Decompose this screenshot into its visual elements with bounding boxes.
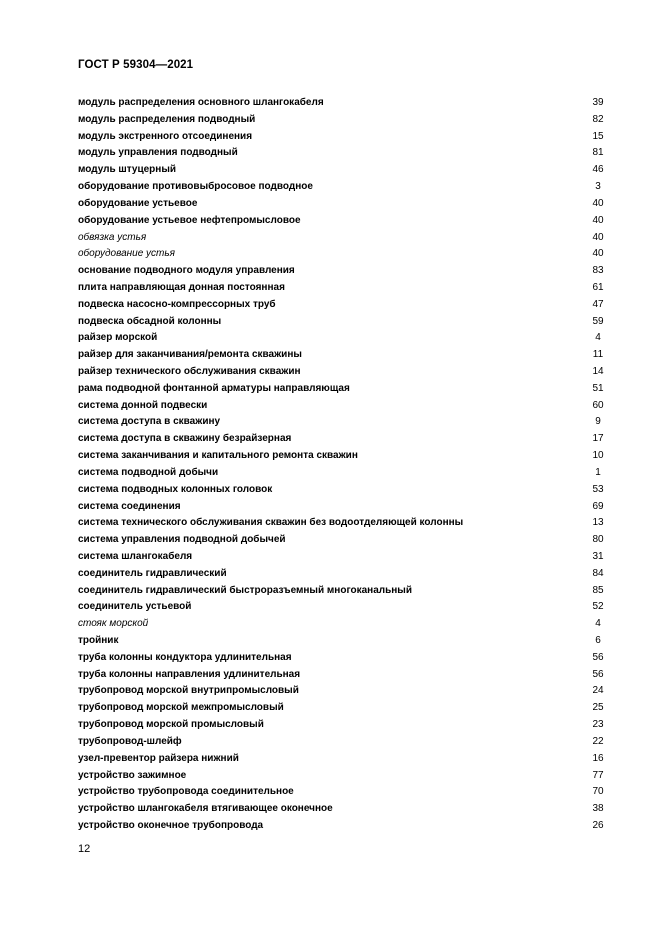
index-term: оборудование устьевое нефтепромысловое: [78, 214, 301, 226]
index-page-ref: 83: [592, 265, 604, 277]
index-entry: [78, 95, 608, 112]
index-term: трубопровод-шлейф: [78, 735, 182, 747]
index-term: система управления подводной добычей: [78, 534, 286, 546]
index-term: система доступа в скважину безрайзерная: [78, 433, 292, 445]
index-entry: [78, 633, 608, 650]
index-page-ref: 81: [592, 147, 604, 159]
index-entry: [78, 246, 608, 263]
index-page-ref: 23: [592, 719, 604, 731]
index-entry: [78, 112, 608, 129]
index-page-ref: 70: [592, 786, 604, 798]
index-entry: [78, 314, 608, 331]
index-entry: [78, 398, 608, 415]
index-page-ref: 46: [592, 164, 604, 176]
index-entry: [78, 667, 608, 684]
index-term: система подводных колонных головок: [78, 483, 273, 495]
index-page-ref: 39: [592, 97, 604, 108]
index-term: плита направляющая донная постоянная: [78, 281, 285, 293]
index-entry: [78, 768, 608, 785]
index-page-ref: 16: [592, 752, 604, 764]
index-term: райзер технического обслуживания скважин: [78, 366, 301, 377]
index-entry: [78, 734, 608, 751]
index-page-ref: 22: [592, 735, 604, 747]
index-entry: [78, 213, 608, 230]
index-page-ref: 26: [592, 819, 604, 831]
index-entry: [78, 784, 608, 801]
index-term: система подводной добычи: [78, 466, 219, 478]
index-entry: [78, 364, 608, 381]
index-page-ref: 85: [592, 584, 604, 596]
index-entry: [78, 431, 608, 448]
alphabetical-index: [78, 95, 608, 835]
index-page-ref: 40: [592, 248, 604, 260]
index-page-ref: 56: [592, 651, 604, 663]
index-page-ref: 40: [592, 231, 604, 243]
index-page-ref: 60: [592, 399, 604, 411]
index-entry: [78, 751, 608, 768]
index-entry: [78, 599, 608, 616]
index-term: подвеска обсадной колонны: [78, 315, 222, 327]
index-page-ref: 15: [592, 130, 604, 142]
page-number: 12: [78, 843, 91, 855]
index-term: соединитель гидравлический быстроразъемный многоканальный: [78, 584, 412, 596]
index-page-ref: 82: [592, 113, 604, 125]
index-entry: [78, 145, 608, 162]
index-page-ref: 69: [592, 500, 604, 512]
index-page-ref: 51: [592, 382, 604, 394]
index-entry: [78, 482, 608, 499]
index-entry: [78, 347, 608, 364]
index-term: стояк морской: [78, 618, 149, 630]
index-page-ref: 53: [592, 483, 604, 495]
index-entry: [78, 700, 608, 717]
index-entry: [78, 196, 608, 213]
index-entry: [78, 549, 608, 566]
index-entry: [78, 683, 608, 700]
index-term: труба колонны направления удлинительная: [78, 668, 301, 680]
index-page-ref: 52: [592, 601, 604, 613]
index-page-ref: 17: [592, 433, 604, 445]
index-term: устройство оконечное трубопровода: [78, 819, 264, 831]
index-term: система шлангокабеля: [78, 550, 193, 562]
index-term: модуль экстренного отсоединения: [78, 130, 253, 142]
index-term: райзер морской: [78, 332, 158, 344]
index-page-ref: 31: [592, 550, 604, 562]
index-entry: [78, 129, 608, 146]
index-term: тройник: [78, 635, 119, 646]
index-page-ref: 6: [595, 635, 601, 646]
index-entry: [78, 515, 608, 532]
index-entry: [78, 818, 608, 835]
index-term: рама подводной фонтанной арматуры направляющая: [78, 382, 350, 394]
index-entry: [78, 650, 608, 667]
index-page-ref: 10: [592, 450, 604, 462]
index-page-ref: 4: [595, 618, 601, 630]
index-page-ref: 38: [592, 803, 604, 815]
index-term: соединитель устьевой: [78, 601, 192, 613]
index-page-ref: 14: [592, 366, 604, 377]
index-term: оборудование устья: [78, 248, 175, 260]
index-page-ref: 1: [595, 466, 601, 478]
index-term: модуль распределения подводный: [78, 113, 256, 125]
index-page-ref: 13: [592, 517, 604, 529]
index-entry: [78, 297, 608, 314]
index-term: оборудование устьевое: [78, 197, 198, 209]
index-term: система заканчивания и капитального ремонта скважин: [78, 450, 358, 462]
index-term: оборудование противовыбросовое подводное: [78, 181, 313, 193]
index-entry: [78, 280, 608, 297]
index-term: трубопровод морской промысловый: [78, 719, 264, 731]
index-entry: [78, 179, 608, 196]
index-term: труба колонны кондуктора удлинительная: [78, 651, 292, 663]
index-term: устройство зажимное: [78, 769, 187, 781]
index-page-ref: 9: [595, 416, 601, 428]
index-term: модуль распределения основного шлангокабеля: [78, 97, 324, 108]
index-page-ref: 77: [592, 769, 604, 781]
index-entry: [78, 230, 608, 247]
index-page-ref: 40: [592, 197, 604, 209]
index-entry: [78, 465, 608, 482]
index-page-ref: 56: [592, 668, 604, 680]
index-term: трубопровод морской межпромысловый: [78, 702, 284, 714]
index-term: система доступа в скважину: [78, 416, 221, 428]
index-term: система соединения: [78, 500, 181, 512]
index-entry: [78, 801, 608, 818]
index-entry: [78, 414, 608, 431]
index-entry: [78, 330, 608, 347]
index-page-ref: 40: [592, 214, 604, 226]
index-page-ref: 11: [592, 349, 604, 361]
document-header: ГОСТ Р 59304—2021: [78, 59, 194, 71]
index-term: система донной подвески: [78, 399, 208, 411]
index-entry: [78, 499, 608, 516]
index-term: подвеска насосно-компрессорных труб: [78, 298, 276, 310]
index-term: обвязка устья: [78, 231, 147, 243]
index-term: устройство трубопровода соединительное: [78, 786, 294, 798]
index-entry: [78, 583, 608, 600]
index-entry: [78, 717, 608, 734]
index-entry: [78, 381, 608, 398]
index-term: трубопровод морской внутрипромысловый: [78, 685, 299, 697]
index-page-ref: 25: [592, 702, 604, 714]
index-term: система технического обслуживания скважин без водоотделяющей колонны: [78, 517, 464, 529]
index-term: модуль управления подводный: [78, 147, 238, 159]
index-page-ref: 24: [592, 685, 604, 697]
index-entry: [78, 532, 608, 549]
index-page-ref: 61: [592, 281, 604, 293]
index-entry: [78, 616, 608, 633]
index-entry: [78, 263, 608, 280]
index-page-ref: 4: [595, 332, 601, 344]
index-term: модуль штуцерный: [78, 164, 177, 176]
index-page-ref: 59: [592, 315, 604, 327]
index-term: соединитель гидравлический: [78, 567, 227, 579]
index-entry: [78, 566, 608, 583]
index-page-ref: 47: [592, 298, 604, 310]
index-term: узел-превентор райзера нижний: [78, 752, 239, 764]
index-term: устройство шлангокабеля втягивающее оконечное: [78, 803, 333, 815]
index-page-ref: 84: [592, 567, 604, 579]
index-term: основание подводного модуля управления: [78, 265, 295, 277]
index-page-ref: 80: [592, 534, 604, 546]
index-entry: [78, 162, 608, 179]
index-term: райзер для заканчивания/ремонта скважины: [78, 349, 302, 361]
index-page-ref: 3: [595, 181, 601, 193]
index-entry: [78, 448, 608, 465]
